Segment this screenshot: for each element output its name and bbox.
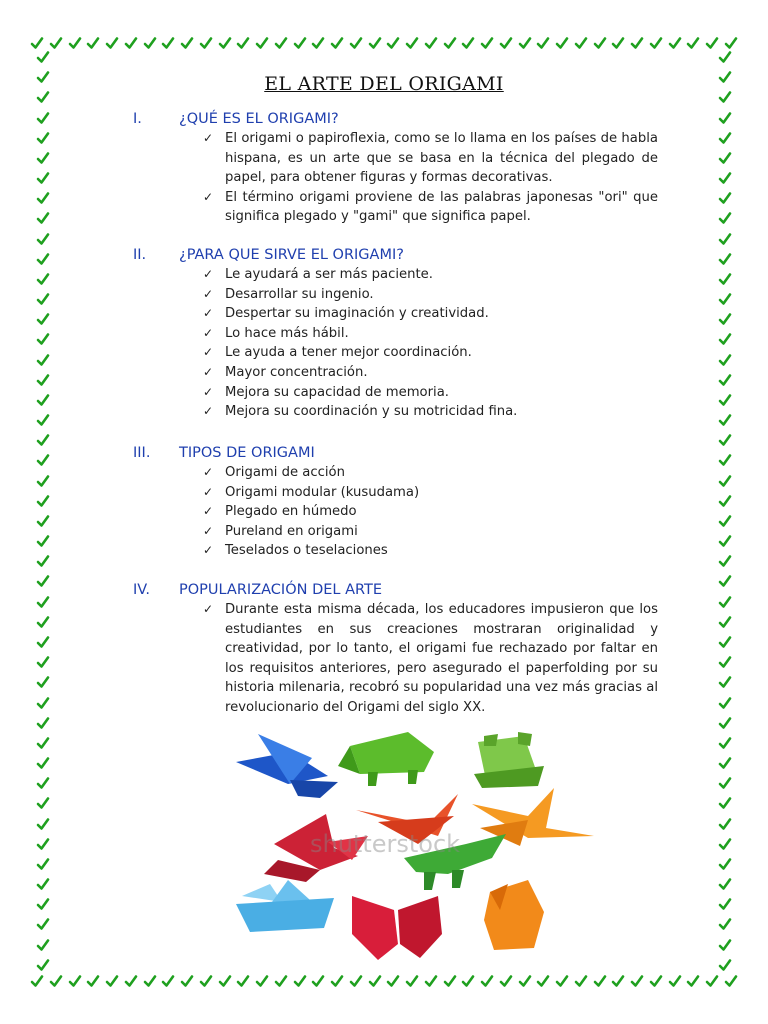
orange-fox-figure xyxy=(484,880,544,950)
section-heading xyxy=(133,580,658,600)
section-number: I. xyxy=(133,111,142,127)
border-check-icon xyxy=(36,776,50,790)
list-item-text: Mejora su capacidad de memoria. xyxy=(225,384,449,400)
checkmark-icon: ✓ xyxy=(203,189,214,204)
border-check-icon xyxy=(218,974,232,988)
list-item-text: Despertar su imaginación y creatividad. xyxy=(225,306,489,322)
list-item-text: Durante esta misma década, los educadores impusieron que los estudiantes en sus creaciones mostraran originalidad y creatividad, por lo tanto, el origami fue rechazado por faltar en los requisitos anteriores, pero asegurado el paperfolding por su historia milenaria, recobró su popularidad una vez más gracias al revolucionario del Origami del siglo XX. xyxy=(225,602,658,715)
border-check-icon xyxy=(330,36,344,50)
border-check-icon xyxy=(649,974,663,988)
checkmark-icon: ✓ xyxy=(203,131,214,145)
orange-dove-figure xyxy=(472,788,594,846)
watermark-text: shutterstock xyxy=(310,830,461,858)
checkmark-icon: ✓ xyxy=(203,504,214,519)
border-check-icon xyxy=(718,252,732,266)
list-item xyxy=(203,402,658,422)
border-check-icon xyxy=(718,958,732,972)
border-check-icon xyxy=(480,974,494,988)
border-check-icon xyxy=(718,373,732,387)
origami-figures-image xyxy=(228,724,600,968)
border-check-icon xyxy=(443,974,457,988)
border-check-icon xyxy=(36,413,50,427)
border-check-icon xyxy=(293,974,307,988)
border-check-icon xyxy=(555,36,569,50)
border-check-icon xyxy=(36,877,50,891)
border-check-icon xyxy=(161,36,175,50)
border-check-icon xyxy=(718,474,732,488)
border-check-icon xyxy=(630,974,644,988)
page-title: EL ARTE DEL ORIGAMI xyxy=(264,73,504,95)
border-check-icon xyxy=(405,36,419,50)
section-heading xyxy=(133,443,658,463)
border-check-icon xyxy=(718,211,732,225)
border-check-icon xyxy=(574,974,588,988)
border-check-icon xyxy=(443,36,457,50)
border-check-icon xyxy=(36,615,50,629)
border-check-icon xyxy=(255,974,269,988)
list-item-text: Origami modular (kusudama) xyxy=(225,484,420,500)
checkmark-icon: ✓ xyxy=(203,345,214,360)
border-check-icon xyxy=(36,211,50,225)
border-check-icon xyxy=(36,696,50,710)
border-check-icon xyxy=(705,36,719,50)
checkmark-icon: ✓ xyxy=(203,523,214,538)
border-check-icon xyxy=(518,974,532,988)
border-check-icon xyxy=(36,817,50,831)
border-check-icon xyxy=(36,837,50,851)
border-check-icon xyxy=(68,36,82,50)
list-item-text: Mejora su coordinación y su motricidad fina. xyxy=(225,404,518,420)
border-check-icon xyxy=(718,837,732,851)
checkmark-icon: ✓ xyxy=(203,404,214,419)
border-check-icon xyxy=(311,36,325,50)
border-check-icon xyxy=(611,974,625,988)
border-check-icon xyxy=(36,716,50,730)
border-check-icon xyxy=(86,974,100,988)
border-check-icon xyxy=(199,36,213,50)
list-item xyxy=(203,324,658,344)
border-check-icon xyxy=(718,50,732,64)
border-check-icon xyxy=(36,736,50,750)
border-check-icon xyxy=(718,171,732,185)
border-check-icon xyxy=(718,938,732,952)
border-check-icon xyxy=(518,36,532,50)
border-check-icon xyxy=(36,917,50,931)
border-check-icon xyxy=(718,232,732,246)
border-check-icon xyxy=(718,554,732,568)
border-check-icon xyxy=(718,453,732,467)
section-list xyxy=(133,463,658,561)
border-check-icon xyxy=(686,36,700,50)
border-check-icon xyxy=(555,974,569,988)
border-check-icon xyxy=(36,312,50,326)
border-check-icon xyxy=(718,857,732,871)
border-check-icon xyxy=(718,917,732,931)
border-check-icon xyxy=(36,272,50,286)
border-check-icon xyxy=(36,474,50,488)
border-check-icon xyxy=(718,111,732,125)
list-item xyxy=(203,343,658,363)
blue-crane-figure xyxy=(236,734,338,798)
border-check-icon xyxy=(718,574,732,588)
green-elephant-figure xyxy=(338,732,434,786)
border-check-icon xyxy=(649,36,663,50)
border-check-icon xyxy=(293,36,307,50)
border-check-icon xyxy=(36,938,50,952)
border-check-icon xyxy=(36,897,50,911)
border-check-icon xyxy=(718,191,732,205)
border-check-icon xyxy=(718,393,732,407)
border-check-icon xyxy=(718,897,732,911)
list-item-text: El término origami proviene de las palabras japonesas "ori" que significa plegado y "gami" que significa papel. xyxy=(225,189,658,225)
border-check-icon xyxy=(718,817,732,831)
section-list xyxy=(133,600,658,718)
border-check-icon xyxy=(36,675,50,689)
section-3 xyxy=(133,443,658,561)
border-check-icon xyxy=(143,36,157,50)
border-check-icon xyxy=(630,36,644,50)
section-number: II. xyxy=(133,247,147,263)
border-check-icon xyxy=(36,635,50,649)
section-1 xyxy=(133,109,658,227)
border-check-icon xyxy=(49,36,63,50)
border-check-icon xyxy=(718,696,732,710)
list-item-text: Desarrollar su ingenio. xyxy=(225,286,374,302)
list-item xyxy=(203,502,658,522)
border-check-icon xyxy=(105,36,119,50)
border-check-icon xyxy=(36,574,50,588)
border-check-icon xyxy=(255,36,269,50)
border-check-icon xyxy=(274,974,288,988)
border-check-icon xyxy=(424,36,438,50)
checkmark-icon: ✓ xyxy=(203,325,214,340)
border-check-icon xyxy=(36,252,50,266)
list-item-text: Origami de acción xyxy=(225,465,345,480)
red-butterfly-figure xyxy=(352,896,442,960)
list-item xyxy=(203,265,658,285)
border-check-icon xyxy=(124,974,138,988)
list-item xyxy=(203,522,658,542)
border-check-icon xyxy=(668,974,682,988)
border-check-icon xyxy=(718,312,732,326)
blue-boat-figure xyxy=(236,880,334,932)
border-check-icon xyxy=(718,332,732,346)
border-check-icon xyxy=(724,36,738,50)
border-check-icon xyxy=(405,974,419,988)
checkmark-icon: ✓ xyxy=(203,484,214,499)
border-check-icon xyxy=(718,655,732,669)
border-check-icon xyxy=(36,796,50,810)
checkmark-icon: ✓ xyxy=(203,465,214,479)
border-check-icon xyxy=(199,974,213,988)
border-check-icon xyxy=(349,974,363,988)
border-check-icon xyxy=(611,36,625,50)
border-check-icon xyxy=(86,36,100,50)
border-check-icon xyxy=(718,796,732,810)
border-check-icon xyxy=(36,534,50,548)
checkmark-icon: ✓ xyxy=(203,267,214,281)
section-number: III. xyxy=(133,445,151,461)
border-check-icon xyxy=(718,716,732,730)
section-title: ¿PARA QUE SIRVE EL ORIGAMI? xyxy=(179,247,404,263)
border-check-icon xyxy=(68,974,82,988)
border-check-icon xyxy=(718,877,732,891)
section-title: ¿QUÉ ES EL ORIGAMI? xyxy=(179,111,339,127)
border-check-icon xyxy=(368,974,382,988)
border-check-icon xyxy=(718,615,732,629)
list-item-text: Mayor concentración. xyxy=(225,364,368,380)
border-check-icon xyxy=(718,272,732,286)
border-check-icon xyxy=(499,36,513,50)
list-item-text: Lo hace más hábil. xyxy=(225,325,349,341)
border-check-icon xyxy=(368,36,382,50)
section-number: IV. xyxy=(133,582,150,598)
border-check-icon xyxy=(36,453,50,467)
border-check-icon xyxy=(36,191,50,205)
border-check-icon xyxy=(718,635,732,649)
border-check-icon xyxy=(718,595,732,609)
border-check-icon xyxy=(349,36,363,50)
border-check-icon xyxy=(36,292,50,306)
checkmark-icon: ✓ xyxy=(203,364,214,379)
border-check-icon xyxy=(36,353,50,367)
list-item xyxy=(203,541,658,561)
border-check-icon xyxy=(30,974,44,988)
border-check-icon xyxy=(36,514,50,528)
border-check-icon xyxy=(593,36,607,50)
list-item-text: Le ayuda a tener mejor coordinación. xyxy=(225,345,472,361)
section-heading xyxy=(133,109,658,129)
list-item xyxy=(203,383,658,403)
section-title: TIPOS DE ORIGAMI xyxy=(179,445,315,461)
border-check-icon xyxy=(480,36,494,50)
border-check-icon xyxy=(718,353,732,367)
border-check-icon xyxy=(36,50,50,64)
border-check-icon xyxy=(718,776,732,790)
border-check-icon xyxy=(36,151,50,165)
list-item-text: Le ayudará a ser más paciente. xyxy=(225,267,433,282)
list-item-text: El origami o papiroflexia, como se lo llama en los países de habla hispana, es un arte que se basa en la técnica del plegado de papel, para obtener figuras y formas decorativas. xyxy=(225,131,658,186)
border-check-icon xyxy=(36,373,50,387)
border-check-icon xyxy=(274,36,288,50)
checkmark-icon: ✓ xyxy=(203,306,214,321)
list-item xyxy=(203,363,658,383)
border-check-icon xyxy=(30,36,44,50)
border-check-icon xyxy=(718,433,732,447)
border-check-icon xyxy=(36,111,50,125)
border-check-icon xyxy=(718,131,732,145)
border-check-icon xyxy=(36,232,50,246)
border-check-icon xyxy=(236,974,250,988)
list-item xyxy=(203,285,658,305)
border-check-icon xyxy=(574,36,588,50)
checkmark-icon: ✓ xyxy=(203,286,214,301)
border-check-icon xyxy=(143,974,157,988)
border-bottom xyxy=(30,972,738,990)
border-top xyxy=(30,34,738,52)
border-check-icon xyxy=(536,974,550,988)
border-check-icon xyxy=(36,131,50,145)
border-check-icon xyxy=(330,974,344,988)
list-item xyxy=(203,483,658,503)
border-check-icon xyxy=(311,974,325,988)
list-item xyxy=(203,600,658,718)
section-4 xyxy=(133,580,658,718)
list-item xyxy=(203,188,658,227)
section-list xyxy=(133,129,658,227)
border-check-icon xyxy=(593,974,607,988)
border-check-icon xyxy=(718,413,732,427)
border-check-icon xyxy=(718,292,732,306)
border-check-icon xyxy=(161,974,175,988)
border-check-icon xyxy=(668,36,682,50)
section-heading xyxy=(133,245,658,265)
list-item xyxy=(203,129,658,188)
list-item xyxy=(203,463,658,483)
border-check-icon xyxy=(105,974,119,988)
border-check-icon xyxy=(36,171,50,185)
border-check-icon xyxy=(236,36,250,50)
border-check-icon xyxy=(705,974,719,988)
border-check-icon xyxy=(36,433,50,447)
border-check-icon xyxy=(724,974,738,988)
border-check-icon xyxy=(718,736,732,750)
border-left xyxy=(34,50,52,972)
border-check-icon xyxy=(36,332,50,346)
border-check-icon xyxy=(36,958,50,972)
border-check-icon xyxy=(36,756,50,770)
border-check-icon xyxy=(718,151,732,165)
list-item-text: Plegado en húmedo xyxy=(225,504,357,520)
border-check-icon xyxy=(386,974,400,988)
border-check-icon xyxy=(36,655,50,669)
section-2 xyxy=(133,245,658,422)
border-check-icon xyxy=(36,494,50,508)
border-check-icon xyxy=(180,974,194,988)
border-check-icon xyxy=(36,857,50,871)
border-check-icon xyxy=(718,756,732,770)
border-check-icon xyxy=(218,36,232,50)
border-check-icon xyxy=(124,36,138,50)
checkmark-icon: ✓ xyxy=(203,543,214,558)
green-frog-figure xyxy=(474,732,544,788)
list-item-text: Pureland en origami xyxy=(225,523,358,539)
border-check-icon xyxy=(36,595,50,609)
list-item xyxy=(203,304,658,324)
border-check-icon xyxy=(36,393,50,407)
border-check-icon xyxy=(718,494,732,508)
list-item-text: Teselados o teselaciones xyxy=(225,543,388,559)
border-check-icon xyxy=(686,974,700,988)
border-check-icon xyxy=(536,36,550,50)
border-check-icon xyxy=(49,974,63,988)
border-check-icon xyxy=(718,534,732,548)
border-check-icon xyxy=(718,514,732,528)
border-right xyxy=(716,50,734,972)
border-check-icon xyxy=(499,974,513,988)
border-check-icon xyxy=(36,554,50,568)
section-title: POPULARIZACIÓN DEL ARTE xyxy=(179,582,383,598)
section-list xyxy=(133,265,658,422)
border-check-icon xyxy=(718,675,732,689)
border-check-icon xyxy=(461,974,475,988)
border-check-icon xyxy=(180,36,194,50)
border-check-icon xyxy=(461,36,475,50)
checkmark-icon: ✓ xyxy=(203,602,214,616)
checkmark-icon: ✓ xyxy=(203,384,214,399)
border-check-icon xyxy=(386,36,400,50)
border-check-icon xyxy=(424,974,438,988)
